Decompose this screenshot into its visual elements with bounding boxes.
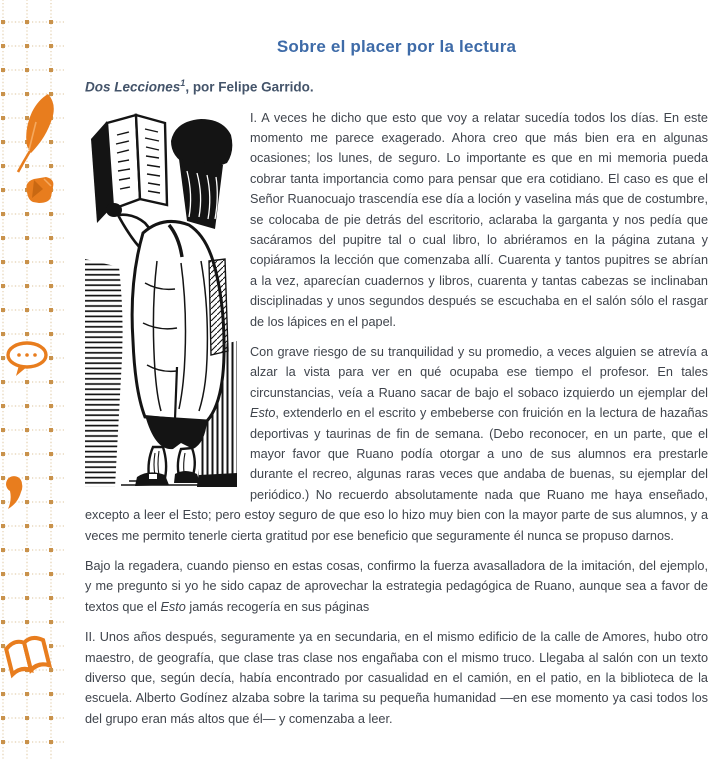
byline-work-title: Dos Lecciones [85,79,181,95]
paragraph-2: Con grave riesgo de su tranquilidad y su promedio, a veces alguien se atrevía a alzar la vista para ver en qué ocupaba ese tiempo el profesor. En tales circunstancias, veía a Ruano sacar de bajo el sobaco izquierdo un ejemplar del Esto, extenderlo en el escrito y embeberse con fruición en la lectura de hazañas deportivas y taurinas de fin de semana. (Debo reconocer, en un parte, que el mayor favor que Ruano podía otorgar a uno de sus alumnos era prestarle durante el recreo, algunas raras veces que andaba de buenas, su ejemplar del periódico.) No recuerdo absolutamente nada que Ruano me haya enseñado, excepto a leer el Esto; pero estoy seguro de que eso lo hizo muy bien con la mayor parte de sus alumnos, y a veces me permito tenerle cierta gratitud por ese beneficio que seguramente él nunca se propuso darnos. [85,344,708,543]
paragraph-4: II. Unos años después, seguramente ya en secundaria, en el mismo edificio de la calle de Amores, hubo otro maestro, de geografía, que clase tras clase nos engañaba con el mismo truco. Llegaba al salón con un texto diverso que, según decía, había encontrado por casualidad en el camión, en el patio, en la biblioteca de la escuela. Alberto Godínez alzaba sobre la tarima su pequeña humanidad —en ese momento ya casi todos los del grupo eran más altos que él— y comenzaba a leer. [85,630,708,726]
woodcut-illustration [85,111,237,487]
byline-author: , por Felipe Garrido. [185,79,314,95]
inkwell-icon [22,174,58,206]
margin-grid [0,0,64,759]
paragraph-3: Bajo la regadera, cuando pienso en estas cosas, confirmo la fuerza avasalladora de la imitación, del ejemplo, y me pregunto si yo he sido capaz de aprovechar la estrategia pedagógica de Ruano, aunque sea a favor de textos que el Esto jamás recogería en sus páginas [85,559,708,614]
document-content [85,0,708,729]
paragraph-1: I. A veces he dicho que esto que voy a relatar sucedía todos los días. En este momento me parece exagerado. Ahora creo que más bien era en algunas ocasiones; los lunes, de seguro. Lo importante es que en mi memoria pueda cobrar tanta importancia como para pensar que era cotidiano. El caso es que el Señor Ruanocuajo trascendía ese día a loción y vaselina más que de costumbre, se colocaba de pie detrás del escritorio, aclaraba la garganta y nos pedía que sacáramos del pupitre tal o cual libro, lo abriéramos en la página zutana y copiáramos la lección que comenzaba allí. Cuarenta y tantos pupitres se abrían a la vez, aparecían cuadernos y libros, cuarenta y tantas cabezas se inclinaban disciplinadas y unos segundos después se escuchaba en el salón sólo el rasgar de los lápices en el papel. [250,110,708,329]
byline [85,78,708,95]
quill-pen-icon [12,92,60,174]
open-book-icon [2,618,56,684]
byline-footnote-mark: 1 [180,78,186,88]
article-body [85,108,708,730]
page-title: Sobre el placer por la lectura [276,37,517,56]
speech-bubble-icon [5,340,49,378]
reading-man-engraving [85,111,237,487]
comma-quote-icon [6,476,24,512]
